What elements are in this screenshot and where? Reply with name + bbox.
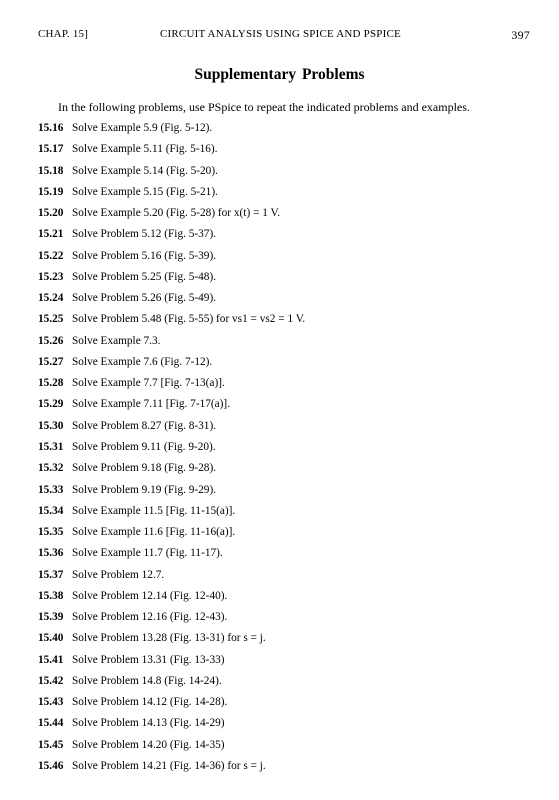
problem-item bbox=[38, 441, 305, 462]
problem-text: Solve Example 11.5 [Fig. 11-15(a)]. bbox=[72, 504, 236, 517]
problem-item bbox=[38, 547, 305, 568]
problem-item bbox=[38, 484, 305, 505]
problem-number: 15.41 bbox=[38, 653, 64, 666]
problem-text: Solve Problem 13.28 (Fig. 13-31) for s = j. bbox=[72, 632, 266, 645]
problem-number: 15.24 bbox=[38, 292, 64, 305]
problem-text: Solve Problem 8.27 (Fig. 8-31). bbox=[72, 419, 217, 432]
problem-item bbox=[38, 207, 305, 228]
problem-number: 15.16 bbox=[38, 122, 64, 134]
problem-number: 15.17 bbox=[38, 143, 64, 156]
problem-number: 15.36 bbox=[38, 547, 64, 560]
problem-number: 15.32 bbox=[38, 462, 64, 475]
problem-text: Solve Example 7.6 (Fig. 7-12). bbox=[72, 355, 213, 368]
problem-text: Solve Example 5.9 (Fig. 5-12). bbox=[72, 122, 213, 134]
problem-item bbox=[38, 696, 305, 717]
problem-number: 15.45 bbox=[38, 738, 64, 751]
problem-text: Solve Problem 5.16 (Fig. 5-39). bbox=[72, 249, 217, 262]
problem-number: 15.30 bbox=[38, 419, 64, 432]
problem-number: 15.37 bbox=[38, 568, 64, 581]
section-title: Supplementary Problems bbox=[194, 66, 365, 83]
problem-number: 15.46 bbox=[38, 759, 64, 772]
problem-item bbox=[38, 717, 305, 738]
running-title: CIRCUIT ANALYSIS USING SPICE AND PSPICE bbox=[160, 28, 401, 40]
problem-item bbox=[38, 250, 305, 271]
problem-item bbox=[38, 760, 305, 781]
problem-item bbox=[38, 292, 305, 313]
problem-item bbox=[38, 377, 305, 398]
running-header bbox=[38, 28, 530, 44]
problem-number: 15.22 bbox=[38, 249, 64, 262]
problem-text: Solve Problem 14.12 (Fig. 14-28). bbox=[72, 696, 228, 709]
problem-item bbox=[38, 271, 305, 292]
problem-text: Solve Example 7.11 [Fig. 7-17(a)]. bbox=[72, 398, 231, 411]
problem-item bbox=[38, 505, 305, 526]
problem-number: 15.33 bbox=[38, 483, 64, 496]
problem-number: 15.31 bbox=[38, 440, 64, 453]
problem-text: Solve Problem 9.19 (Fig. 9-29). bbox=[72, 483, 217, 496]
problem-item bbox=[38, 313, 305, 334]
problem-number: 15.18 bbox=[38, 164, 64, 177]
problem-text: Solve Problem 12.14 (Fig. 12-40). bbox=[72, 589, 228, 602]
problem-number: 15.29 bbox=[38, 398, 64, 411]
problem-item bbox=[38, 526, 305, 547]
intro-paragraph: In the following problems, use PSpice to repeat the indicated problems and examples. bbox=[58, 100, 470, 114]
problem-item bbox=[38, 739, 305, 760]
problem-item bbox=[38, 186, 305, 207]
chapter-label: CHAP. 15] bbox=[38, 28, 89, 40]
problem-text: Solve Problem 14.13 (Fig. 14-29) bbox=[72, 717, 225, 730]
problem-item bbox=[38, 590, 305, 611]
problem-item bbox=[38, 420, 305, 441]
problem-item bbox=[38, 335, 305, 356]
problem-number: 15.43 bbox=[38, 696, 64, 709]
problem-text: Solve Problem 14.21 (Fig. 14-36) for s = j. bbox=[72, 759, 266, 772]
problem-text: Solve Problem 5.25 (Fig. 5-48). bbox=[72, 270, 217, 283]
problem-text: Solve Example 5.11 (Fig. 5-16). bbox=[72, 143, 218, 156]
problem-number: 15.42 bbox=[38, 674, 64, 687]
problem-list bbox=[38, 122, 305, 781]
problem-text: Solve Problem 12.16 (Fig. 12-43). bbox=[72, 611, 228, 624]
problem-text: Solve Problem 5.12 (Fig. 5-37). bbox=[72, 228, 217, 241]
problem-number: 15.26 bbox=[38, 334, 64, 347]
problem-number: 15.38 bbox=[38, 589, 64, 602]
problem-number: 15.19 bbox=[38, 185, 64, 198]
problem-item bbox=[38, 356, 305, 377]
problem-number: 15.40 bbox=[38, 632, 64, 645]
problem-text: Solve Problem 13.31 (Fig. 13-33) bbox=[72, 653, 225, 666]
problem-text: Solve Problem 5.48 (Fig. 5-55) for vs1 = vs2 = 1 V. bbox=[72, 313, 306, 326]
problem-number: 15.23 bbox=[38, 270, 64, 283]
problem-number: 15.35 bbox=[38, 526, 64, 539]
problem-text: Solve Example 7.3. bbox=[72, 334, 161, 347]
problem-number: 15.34 bbox=[38, 504, 64, 517]
problem-number: 15.25 bbox=[38, 313, 64, 326]
problem-item bbox=[38, 122, 305, 143]
problem-item bbox=[38, 165, 305, 186]
problem-text: Solve Problem 9.18 (Fig. 9-28). bbox=[72, 462, 217, 475]
problem-item bbox=[38, 143, 305, 164]
problem-number: 15.27 bbox=[38, 355, 64, 368]
problem-number: 15.28 bbox=[38, 377, 64, 390]
problem-text: Solve Example 7.7 [Fig. 7-13(a)]. bbox=[72, 377, 225, 390]
problem-item bbox=[38, 228, 305, 249]
problem-text: Solve Problem 14.20 (Fig. 14-35) bbox=[72, 738, 225, 751]
problem-text: Solve Example 5.14 (Fig. 5-20). bbox=[72, 164, 218, 177]
problem-text: Solve Problem 14.8 (Fig. 14-24). bbox=[72, 674, 222, 687]
problem-item bbox=[38, 462, 305, 483]
problem-number: 15.39 bbox=[38, 611, 64, 624]
problem-text: Solve Problem 5.26 (Fig. 5-49). bbox=[72, 292, 217, 305]
problem-number: 15.20 bbox=[38, 207, 64, 220]
problem-item bbox=[38, 675, 305, 696]
page-number: 397 bbox=[511, 28, 530, 42]
problem-number: 15.44 bbox=[38, 717, 64, 730]
problem-text: Solve Problem 9.11 (Fig. 9-20). bbox=[72, 440, 216, 453]
problem-text: Solve Example 5.20 (Fig. 5-28) for x(t) = 1 V. bbox=[72, 207, 281, 220]
problem-item bbox=[38, 654, 305, 675]
problem-item bbox=[38, 569, 305, 590]
problem-number: 15.21 bbox=[38, 228, 64, 241]
problem-item bbox=[38, 611, 305, 632]
problem-text: Solve Example 11.7 (Fig. 11-17). bbox=[72, 547, 223, 560]
problem-item bbox=[38, 632, 305, 653]
problem-text: Solve Example 5.15 (Fig. 5-21). bbox=[72, 185, 218, 198]
problem-item bbox=[38, 398, 305, 419]
problem-text: Solve Example 11.6 [Fig. 11-16(a)]. bbox=[72, 526, 236, 539]
problem-text: Solve Problem 12.7. bbox=[72, 568, 165, 581]
